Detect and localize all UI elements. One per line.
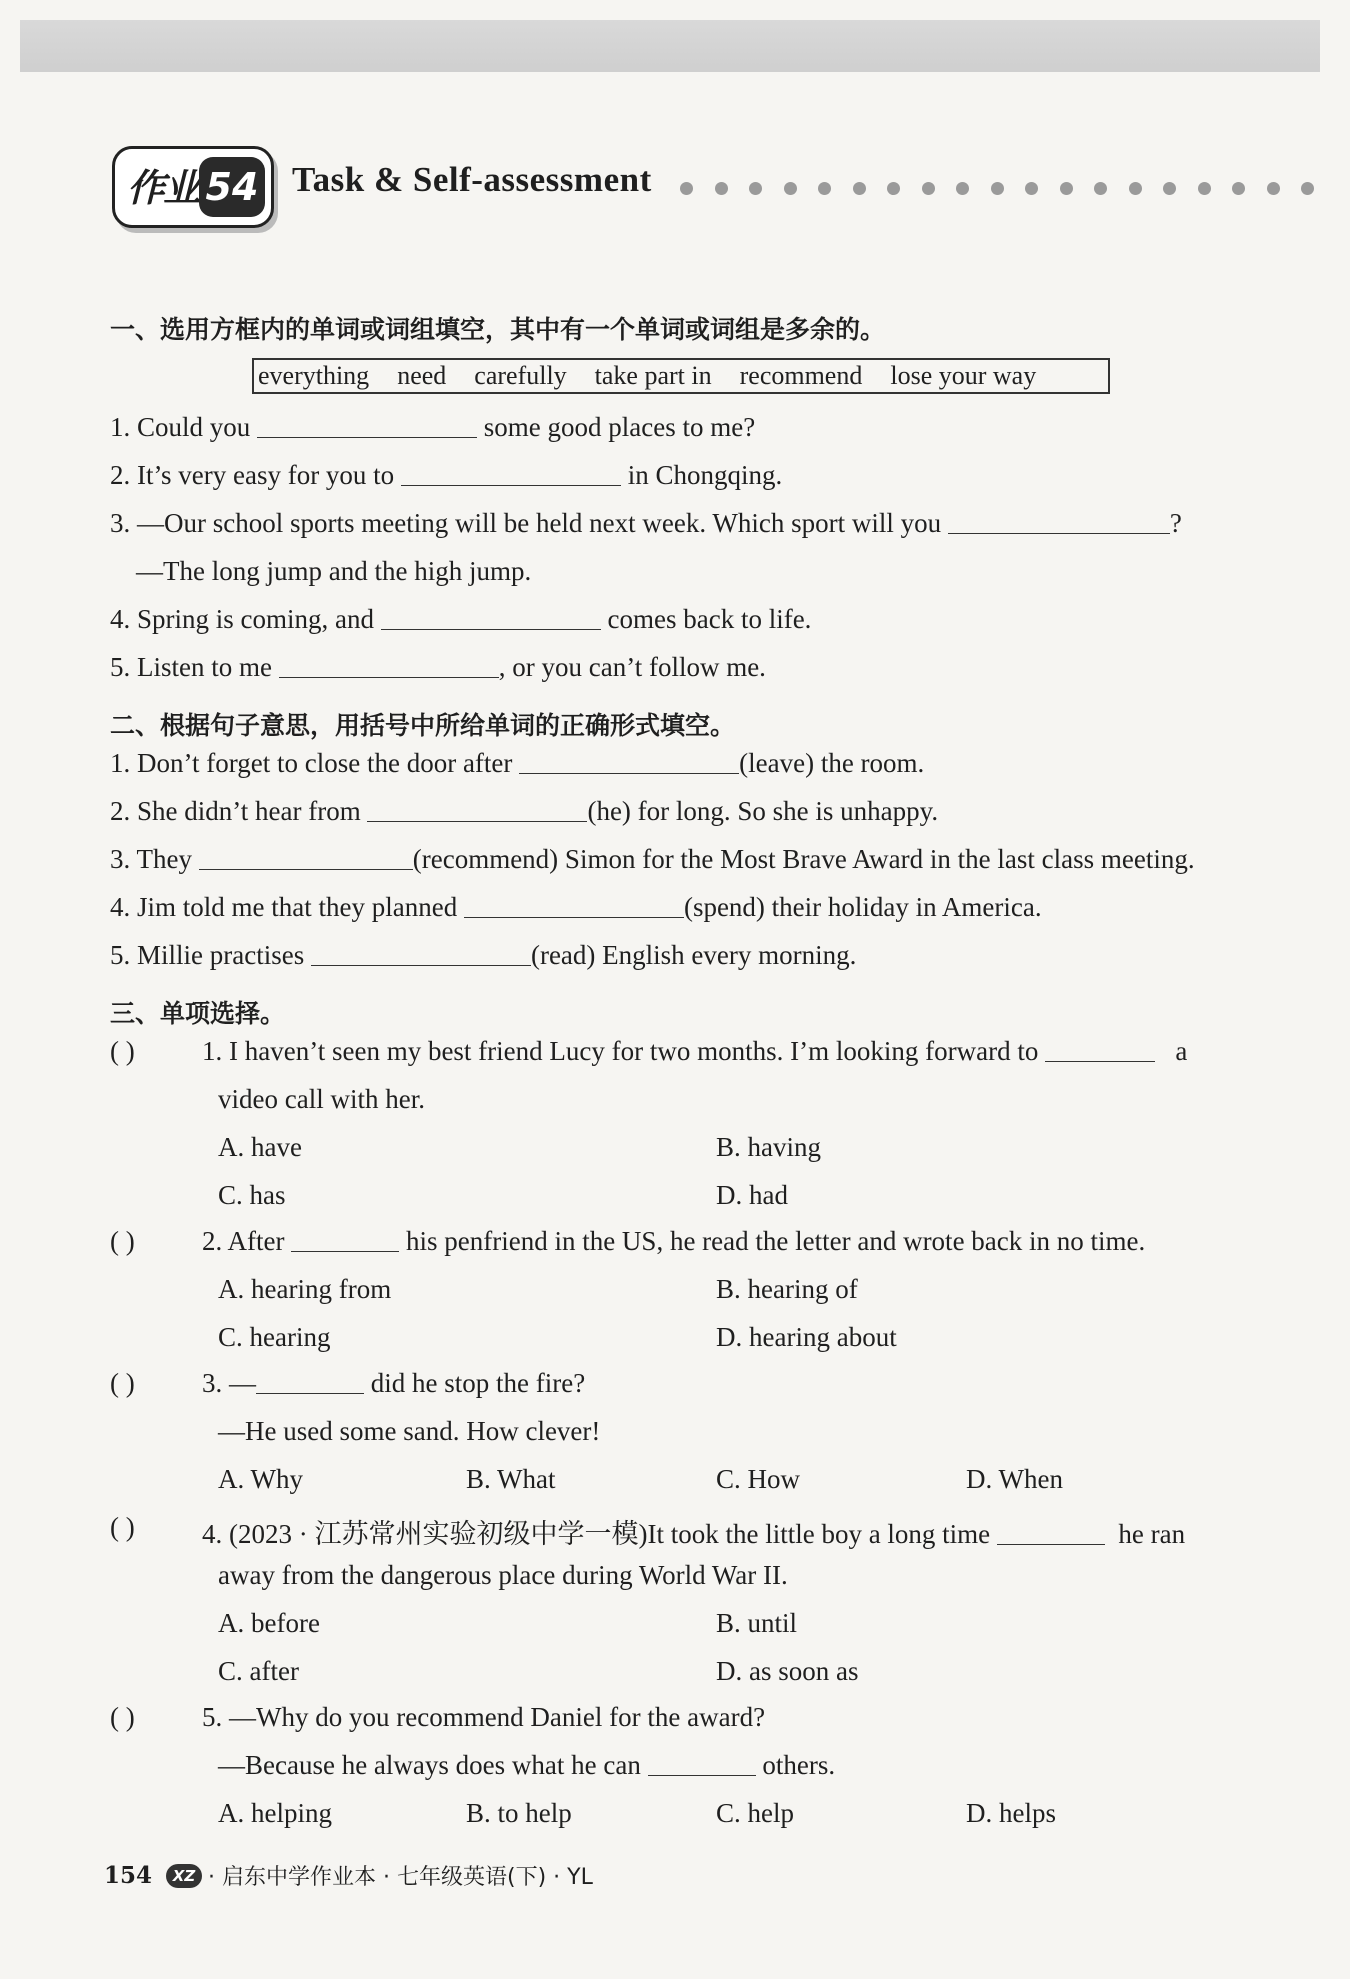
s3-question-4: 4. (2023 · 江苏常州实验初级中学一模)It took the little boy a long time he ran <box>202 1519 1186 1549</box>
option-a[interactable]: A. Why <box>218 1464 303 1494</box>
badge-label: 作业 <box>127 166 200 210</box>
word-bank-item: carefully <box>474 361 567 390</box>
word-bank-item: take part in <box>594 361 712 390</box>
page-number: 154 <box>104 1862 153 1889</box>
dot-icon <box>991 182 1004 195</box>
answer-blank <box>291 1231 399 1252</box>
s3-question-5-line2: —Because he always does what he can others. <box>218 1750 836 1780</box>
option-a[interactable]: A. helping <box>218 1798 332 1828</box>
option-c[interactable]: C. hearing <box>218 1322 331 1352</box>
dot-icon <box>922 182 935 195</box>
answer-blank[interactable] <box>464 897 684 918</box>
dot-icon <box>956 182 969 195</box>
homework-badge <box>112 146 274 228</box>
answer-blank <box>256 1373 364 1394</box>
answer-paren[interactable]: ( ) <box>110 1036 135 1066</box>
s3-question-4-line2: away from the dangerous place during World War II. <box>218 1560 788 1590</box>
s1-question-1: 1. Could you some good places to me? <box>110 412 756 442</box>
dot-icon <box>818 182 831 195</box>
option-a[interactable]: A. before <box>218 1608 320 1638</box>
option-b[interactable]: B. hearing of <box>716 1274 858 1304</box>
dot-icon <box>784 182 797 195</box>
dot-icon <box>1129 182 1142 195</box>
option-b[interactable]: B. until <box>716 1608 798 1638</box>
answer-paren[interactable]: ( ) <box>110 1512 135 1542</box>
answer-blank[interactable] <box>367 801 587 822</box>
s1-question-5: 5. Listen to me , or you can’t follow me. <box>110 652 766 682</box>
s2-question-4: 4. Jim told me that they planned (spend) their holiday in America. <box>110 892 1042 922</box>
dot-icon <box>1060 182 1073 195</box>
badge-number: 54 <box>199 157 265 217</box>
s1-question-3: 3. —Our school sports meeting will be held next week. Which sport will you ? <box>110 508 1182 538</box>
dot-icon <box>1267 182 1280 195</box>
s2-question-5: 5. Millie practises (read) English every morning. <box>110 940 857 970</box>
option-a[interactable]: A. hearing from <box>218 1274 392 1304</box>
answer-paren[interactable]: ( ) <box>110 1368 135 1398</box>
answer-blank[interactable] <box>381 609 601 630</box>
answer-blank <box>648 1755 756 1776</box>
word-bank-box <box>252 358 1110 394</box>
dot-icon <box>853 182 866 195</box>
page-footer <box>104 1860 593 1891</box>
word-bank-item: recommend <box>739 361 863 390</box>
option-b[interactable]: B. to help <box>466 1798 572 1828</box>
answer-blank[interactable] <box>311 945 531 966</box>
answer-blank[interactable] <box>257 417 477 438</box>
dot-icon <box>680 182 693 195</box>
s3-question-1: 1. I haven’t seen my best friend Lucy for two months. I’m looking forward to a <box>202 1036 1188 1066</box>
option-c[interactable]: C. after <box>218 1656 299 1686</box>
section2-heading: 二、根据句子意思，用括号中所给单词的正确形式填空。 <box>110 711 736 740</box>
s3-question-3-line2: —He used some sand. How clever! <box>218 1416 601 1446</box>
s3-question-5: 5. —Why do you recommend Daniel for the award? <box>202 1702 766 1732</box>
section1-heading: 一、选用方框内的单词或词组填空，其中有一个单词或词组是多余的。 <box>110 315 886 344</box>
answer-blank <box>1045 1041 1155 1062</box>
s1-question-2: 2. It’s very easy for you to in Chongqing. <box>110 460 783 490</box>
word-bank-item: lose your way <box>890 361 1037 390</box>
option-d[interactable]: D. When <box>966 1464 1063 1494</box>
s1-question-4: 4. Spring is coming, and comes back to life. <box>110 604 812 634</box>
option-c[interactable]: C. has <box>218 1180 286 1210</box>
section3-heading: 三、单项选择。 <box>110 999 286 1028</box>
dot-icon <box>1025 182 1038 195</box>
option-b[interactable]: B. What <box>466 1464 556 1494</box>
s3-question-3: 3. — did he stop the fire? <box>202 1368 586 1398</box>
option-a[interactable]: A. have <box>218 1132 302 1162</box>
dot-icon <box>1094 182 1107 195</box>
s2-question-2: 2. She didn’t hear from (he) for long. So she is unhappy. <box>110 796 939 826</box>
option-c[interactable]: C. help <box>716 1798 794 1828</box>
title-dots-decoration <box>680 182 1320 196</box>
option-d[interactable]: D. helps <box>966 1798 1056 1828</box>
option-d[interactable]: D. as soon as <box>716 1656 859 1686</box>
s3-question-2: 2. After his penfriend in the US, he read the letter and wrote back in no time. <box>202 1226 1146 1256</box>
s2-question-3: 3. They (recommend) Simon for the Most Brave Award in the last class meeting. <box>110 844 1195 874</box>
dot-icon <box>1163 182 1176 195</box>
dot-icon <box>1301 182 1314 195</box>
s2-question-1: 1. Don’t forget to close the door after (leave) the room. <box>110 748 925 778</box>
dot-icon <box>1198 182 1211 195</box>
dot-icon <box>749 182 762 195</box>
answer-blank[interactable] <box>401 465 621 486</box>
dot-icon <box>887 182 900 195</box>
answer-paren[interactable]: ( ) <box>110 1226 135 1256</box>
answer-blank[interactable] <box>519 753 739 774</box>
top-scan-band <box>20 20 1320 72</box>
publisher-logo: XZ <box>166 1864 202 1888</box>
option-d[interactable]: D. hearing about <box>716 1322 897 1352</box>
book-title: · 启东中学作业本 · 七年级英语(下) · YL <box>208 1865 593 1890</box>
dot-icon <box>715 182 728 195</box>
option-d[interactable]: D. had <box>716 1180 788 1210</box>
option-b[interactable]: B. having <box>716 1132 821 1162</box>
answer-blank <box>997 1524 1105 1545</box>
s3-question-1-line2: video call with her. <box>218 1084 425 1114</box>
dot-icon <box>1232 182 1245 195</box>
page-title: Task & Self-assessment <box>292 160 652 199</box>
option-c[interactable]: C. How <box>716 1464 801 1494</box>
answer-blank[interactable] <box>948 513 1170 534</box>
answer-blank[interactable] <box>279 657 499 678</box>
answer-paren[interactable]: ( ) <box>110 1702 135 1732</box>
s1-question-3-reply: —The long jump and the high jump. <box>136 556 532 586</box>
word-bank-item: everything <box>258 361 370 390</box>
word-bank-item: need <box>397 361 447 390</box>
answer-blank[interactable] <box>199 849 413 870</box>
